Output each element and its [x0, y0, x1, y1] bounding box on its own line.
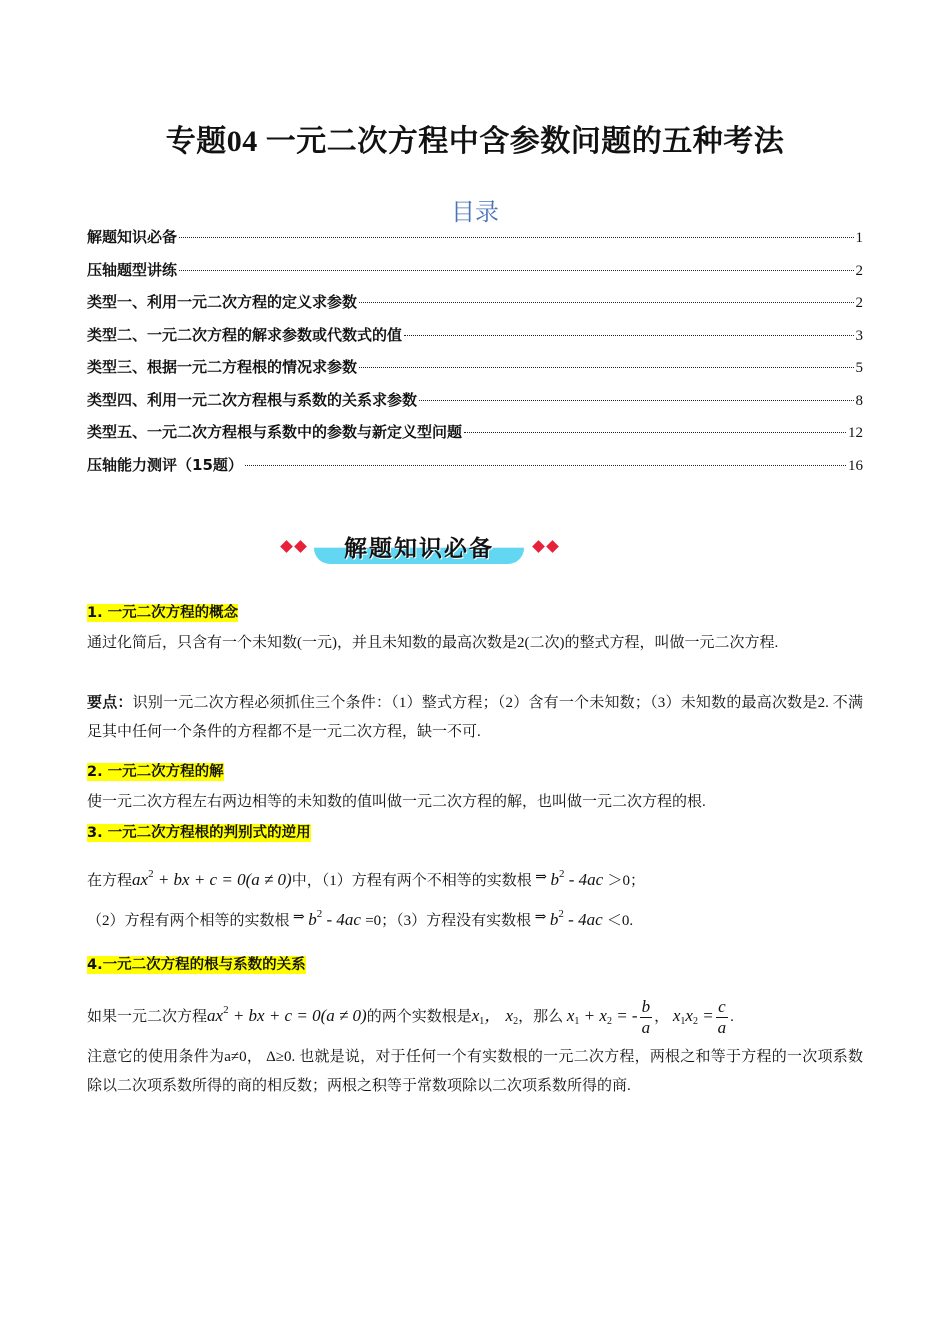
toc-dot-leader [404, 335, 853, 336]
fraction-c-over-a: $\frac{c}{a}$ [717, 997, 727, 1038]
roots-formula: $x_1$， $x_2$ [471, 1006, 519, 1027]
section-2-heading-row [87, 757, 863, 787]
toc-item-page: 12 [848, 425, 863, 441]
section-3-line-1 [87, 856, 863, 899]
toc-item[interactable] [87, 356, 863, 389]
diamond-icon [280, 540, 293, 553]
text-run: 在方程 [87, 873, 133, 889]
toc-item-label: 压轴题型讲练 [87, 260, 178, 279]
toc-item[interactable] [87, 259, 863, 292]
toc-item[interactable] [87, 421, 863, 454]
discriminant-formula: $b^2 - 4ac$ [549, 908, 607, 929]
toc-item-label: 类型三、根据一元二方程根的情况求参数 [87, 358, 358, 376]
section-1-body: 通过化简后，只含有一个未知数(一元)，并且未知数的最高次数是2(二次)的整式方程，叫做一元二次方程. [87, 635, 779, 651]
toc-item[interactable] [87, 389, 863, 422]
section-heading: 4.一元二次方程的根与系数的关系 [87, 957, 306, 973]
section-1-key-points [87, 688, 863, 747]
toc-dot-leader [359, 302, 853, 303]
banner-label: 解题知识必备 [344, 536, 494, 562]
toc-item[interactable] [87, 454, 863, 487]
text-run: 如果一元二次方程 [87, 1009, 208, 1025]
toc-item-label: 类型四、利用一元二次方程根与系数的关系求参数 [87, 390, 418, 409]
toc-item-page: 8 [855, 392, 863, 409]
text-run: =0；（3）方程没有实数根 [365, 913, 532, 929]
table-of-contents [87, 226, 863, 486]
toc-dot-leader [179, 270, 853, 271]
page-title: 专题04 一元二次方程中含参数问题的五种考法 [165, 125, 785, 158]
discriminant-formula: $b^2 - 4ac$ [550, 868, 608, 889]
text-run: ＜0. [606, 913, 634, 929]
toc-item-page: 2 [855, 262, 863, 279]
toc-item[interactable] [87, 226, 863, 259]
quadratic-equation-formula: $ax^2$ + bx + c = 0(a ≠ 0) [207, 1004, 367, 1025]
toc-item-page: 3 [855, 327, 863, 344]
toc-dot-leader [419, 400, 853, 401]
section-4-line-1: 如果一元二次方程$ax^2$ + bx + c = 0(a ≠ 0)的两个实数根是$x_1$， $x_2$，那么 $x_1 + x_2$ = - $\frac{b}{a}$ ， $x_1x_2$ = $\frac{c}{a}$ . [87, 997, 734, 1038]
toc-item-page: 2 [855, 295, 863, 311]
toc-item-page: 5 [855, 360, 863, 376]
fraction-b-over-a: $\frac{b}{a}$ [641, 997, 651, 1038]
key-points-text: 识别一元二次方程必须抓住三个条件：（1）整式方程；（2）含有一个未知数；（3）未知数的最高次数是2. 不满足其中任何一个条件的方程都不是一元二次方程，缺一不可. [87, 695, 863, 740]
toc-item-page: 1 [855, 230, 863, 246]
implies-icon: ⇒ [531, 870, 551, 885]
section-heading: 3. 一元二次方程根的判别式的逆用 [87, 825, 311, 841]
diamond-icon [546, 540, 559, 553]
toc-item-label: 类型五、一元二次方程根与系数中的参数与新定义型问题 [87, 423, 463, 441]
section-3-heading-row [87, 818, 863, 848]
section-1-heading-row [87, 598, 863, 628]
toc-item-label: 压轴能力测评（15题） [87, 455, 243, 474]
text-run: ＞0； [607, 873, 645, 889]
implies-icon: ⇒ [289, 910, 309, 925]
text-run: ，那么 [518, 1009, 564, 1025]
quadratic-equation-formula: $ax^2$ + bx + c = 0(a ≠ 0) [132, 868, 292, 889]
section-4-heading-row [87, 950, 863, 980]
diamond-icon [294, 540, 307, 553]
sum-of-roots-formula: $x_1 + x_2$ = - [566, 1006, 638, 1027]
toc-item[interactable] [87, 324, 863, 357]
text-run: （2）方程有两个相等的实数根 [87, 913, 290, 929]
key-points-label: 要点： [87, 693, 133, 711]
toc-dot-leader [464, 432, 846, 433]
discriminant-formula: $b^2 - 4ac$ [308, 908, 366, 929]
section-3-line-2 [87, 896, 863, 939]
toc-dot-leader [179, 237, 853, 238]
diamond-icon [532, 540, 545, 553]
toc-item-label: 类型二、一元二次方程的解求参数或代数式的值 [87, 325, 403, 344]
section-heading: 2. 一元二次方程的解 [87, 764, 224, 780]
text-run: 的两个实数根是 [366, 1009, 472, 1025]
toc-item-label: 解题知识必备 [87, 228, 178, 246]
toc-item[interactable] [87, 291, 863, 324]
text-run: 中，（1）方程有两个不相等的实数根 [291, 873, 532, 889]
toc-item-page: 16 [848, 457, 863, 474]
toc-dot-leader [245, 465, 846, 466]
product-of-roots-formula: $x_1x_2$ = [672, 1006, 714, 1027]
section-banner [276, 530, 566, 572]
section-2-body: 使一元二次方程左右两边相等的未知数的值叫做一元二次方程的解，也叫做一元二次方程的根. [87, 794, 706, 810]
implies-icon: ⇒ [531, 910, 550, 925]
section-heading: 1. 一元二次方程的概念 [87, 605, 239, 621]
toc-dot-leader [359, 367, 853, 368]
section-4-body: 注意它的使用条件为a≠0， Δ≥0. 也就是说，对于任何一个有实数根的一元二次方程，两根之和等于方程的一次项系数除以二次项系数所得的商的相反数；两根之积等于常数项除以二次项系数所得的商. [87, 1049, 863, 1094]
toc-heading: 目录 [451, 198, 499, 226]
toc-item-label: 类型一、利用一元二次方程的定义求参数 [87, 293, 358, 311]
